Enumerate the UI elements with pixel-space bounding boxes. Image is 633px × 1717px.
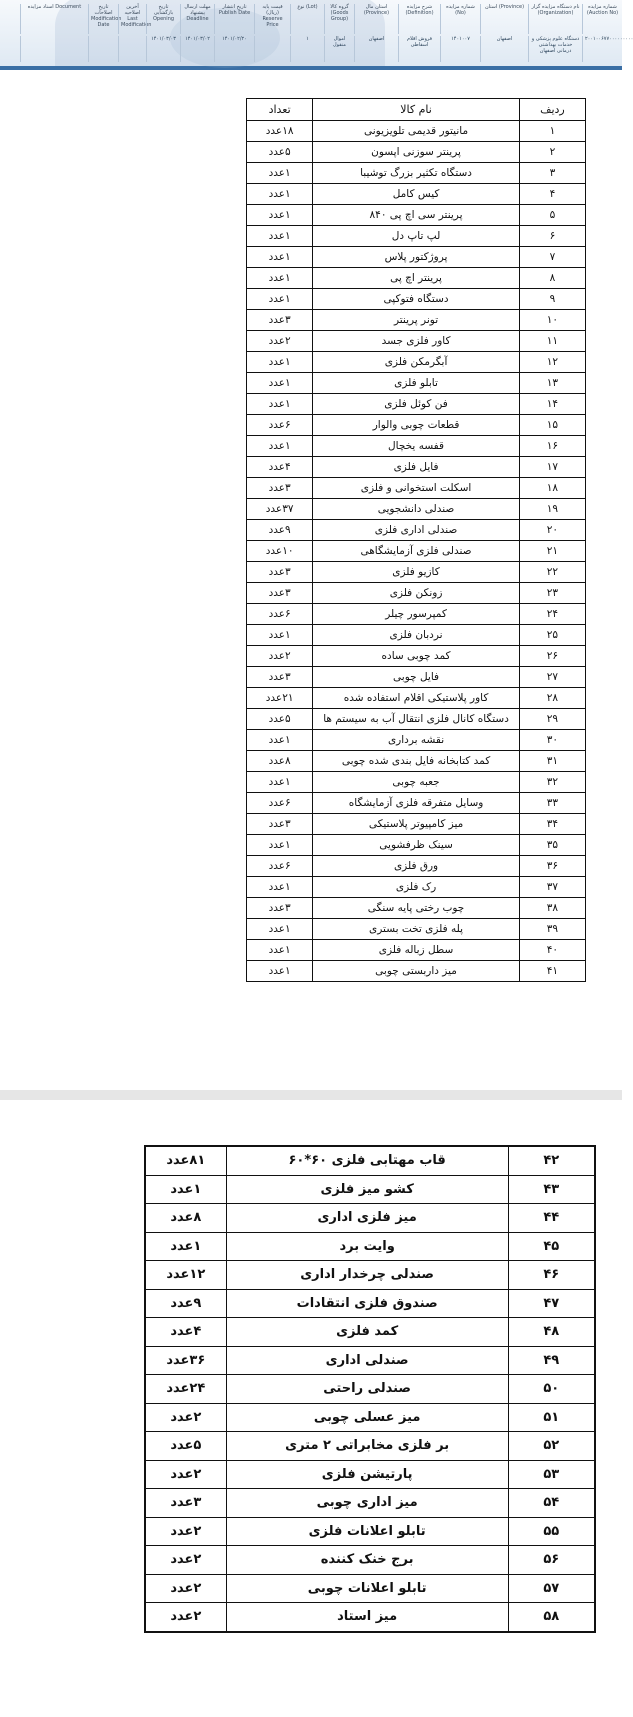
quantity-cell: ۶عدد [247, 856, 313, 877]
header-column-value [20, 36, 88, 62]
header-column-value: ۱ [290, 36, 324, 62]
row-number-cell: ۲ [519, 142, 585, 163]
row-number-cell: ۱۸ [519, 478, 585, 499]
table-row [145, 1403, 595, 1432]
header-column-value: اصفهان [354, 36, 398, 62]
table-row [247, 373, 586, 394]
quantity-cell: ۱عدد [247, 289, 313, 310]
header-column-title: تاریخ انتشار Publish Date [214, 4, 254, 34]
quantity-cell: ۶عدد [247, 793, 313, 814]
row-number-cell: ۴۳ [508, 1175, 595, 1204]
row-number-cell: ۵۵ [508, 1517, 595, 1546]
header-column-values [0, 36, 633, 62]
row-number-cell: ۳۸ [519, 898, 585, 919]
quantity-cell: ۳عدد [247, 478, 313, 499]
row-number-cell: ۱۷ [519, 457, 585, 478]
table-row [145, 1346, 595, 1375]
item-name-cell: پارتیشن فلزی [226, 1460, 508, 1489]
item-name-cell: پرینتر سی اچ پی ۸۴۰ [313, 205, 520, 226]
table-row [247, 394, 586, 415]
item-name-cell: فن کوئل فلزی [313, 394, 520, 415]
row-number-cell: ۴۸ [508, 1318, 595, 1347]
table-row [247, 961, 586, 982]
quantity-cell: ۱عدد [247, 268, 313, 289]
row-number-cell: ۵۴ [508, 1489, 595, 1518]
header-column-title: استان مال (Province) [354, 4, 398, 34]
quantity-cell: ۶عدد [247, 604, 313, 625]
row-number-cell: ۲۱ [519, 541, 585, 562]
table-row [247, 898, 586, 919]
table-row [145, 1574, 595, 1603]
table-row [247, 268, 586, 289]
row-number-cell: ۱ [519, 121, 585, 142]
header-column-value: فروش اقلام اسقاطی [398, 36, 440, 62]
item-name-cell: وسایل متفرقه فلزی آزمایشگاه [313, 793, 520, 814]
item-name-cell: تابلو اعلانات چوبی [226, 1574, 508, 1603]
table-row [145, 1318, 595, 1347]
table-row [247, 688, 586, 709]
quantity-cell: ۶عدد [247, 415, 313, 436]
row-number-cell: ۵۲ [508, 1432, 595, 1461]
header-column-value: ۱۴۰۱/۰۲/۲۰ [214, 36, 254, 62]
quantity-cell: ۱عدد [247, 835, 313, 856]
item-name-cell: دستگاه تکثیر بزرگ توشیبا [313, 163, 520, 184]
quantity-cell: ۳عدد [247, 667, 313, 688]
item-name-cell: کیس کامل [313, 184, 520, 205]
item-name-cell: صندلی اداری [226, 1346, 508, 1375]
header-column-value: ۱۴۰۱/۰۳/۰۲ [180, 36, 214, 62]
header-column-titles [0, 4, 622, 34]
item-name-cell: قاب مهتابی فلزی ۶۰*۶۰ [226, 1146, 508, 1175]
item-name-cell: صندوق فلزی انتقادات [226, 1289, 508, 1318]
item-name-cell: قطعات چوبی والوار [313, 415, 520, 436]
column-header-quantity: تعداد [247, 99, 313, 121]
quantity-cell: ۲عدد [145, 1517, 226, 1546]
row-number-cell: ۲۸ [519, 688, 585, 709]
item-name-cell: کشو میز فلزی [226, 1175, 508, 1204]
row-number-cell: ۱۱ [519, 331, 585, 352]
quantity-cell: ۱عدد [247, 373, 313, 394]
quantity-cell: ۱۸عدد [247, 121, 313, 142]
table-row [247, 856, 586, 877]
quantity-cell: ۵عدد [247, 142, 313, 163]
table-row [247, 751, 586, 772]
item-name-cell: جعبه چوبی [313, 772, 520, 793]
auction-header-strip [0, 0, 633, 70]
table-row [247, 877, 586, 898]
item-name-cell: چوب رختی پایه سنگی [313, 898, 520, 919]
header-column-title: اسناد مزایده Document [20, 4, 88, 34]
table-row [247, 562, 586, 583]
quantity-cell: ۸عدد [247, 751, 313, 772]
row-number-cell: ۵ [519, 205, 585, 226]
quantity-cell: ۱عدد [145, 1175, 226, 1204]
header-column-title: گروه کالا (Goods Group) [324, 4, 354, 34]
table-row [145, 1204, 595, 1233]
header-column-title: تاریخ اصلاحات Modification Date [88, 4, 118, 34]
table-row [247, 667, 586, 688]
row-number-cell: ۳۴ [519, 814, 585, 835]
row-number-cell: ۳۱ [519, 751, 585, 772]
table-row [145, 1146, 595, 1175]
quantity-cell: ۱عدد [247, 961, 313, 982]
table-row [247, 625, 586, 646]
table-row [247, 436, 586, 457]
items-table-2-body [145, 1146, 595, 1632]
item-name-cell: صندلی دانشجویی [313, 499, 520, 520]
item-name-cell: سینک ظرفشویی [313, 835, 520, 856]
item-name-cell: تونر پرینتر [313, 310, 520, 331]
item-name-cell: بر فلزی مخابراتی ۲ متری [226, 1432, 508, 1461]
table-row [145, 1517, 595, 1546]
table-row [247, 331, 586, 352]
table-row [145, 1460, 595, 1489]
row-number-cell: ۵۶ [508, 1546, 595, 1575]
table-row [145, 1375, 595, 1404]
row-number-cell: ۴۷ [508, 1289, 595, 1318]
table-row [247, 814, 586, 835]
quantity-cell: ۱عدد [247, 226, 313, 247]
header-column-value: اصفهان [480, 36, 528, 62]
quantity-cell: ۳عدد [247, 562, 313, 583]
item-name-cell: میز فلزی اداری [226, 1204, 508, 1233]
quantity-cell: ۸۱عدد [145, 1146, 226, 1175]
table-row [145, 1289, 595, 1318]
row-number-cell: ۴۰ [519, 940, 585, 961]
item-name-cell: لپ تاپ دل [313, 226, 520, 247]
header-column-title: آخرین اصلاحیه Last Modification [118, 4, 146, 34]
item-name-cell: نردبان فلزی [313, 625, 520, 646]
header-column-value: ۲۰۰۱۰۰۶۷۷۰۰۰۰۰۰۰۰۰ [582, 36, 622, 62]
row-number-cell: ۱۳ [519, 373, 585, 394]
item-name-cell: صندلی چرخدار اداری [226, 1261, 508, 1290]
table-row [247, 541, 586, 562]
item-name-cell: قفسه یخچال [313, 436, 520, 457]
row-number-cell: ۵۱ [508, 1403, 595, 1432]
item-name-cell: کمپرسور چیلر [313, 604, 520, 625]
header-column-value: ۱۴۰۱/۰۳/۰۳ [146, 36, 180, 62]
table-row [247, 730, 586, 751]
quantity-cell: ۲عدد [145, 1403, 226, 1432]
item-name-cell: کمد چوبی ساده [313, 646, 520, 667]
row-number-cell: ۴ [519, 184, 585, 205]
table-row [247, 646, 586, 667]
table-row [247, 289, 586, 310]
quantity-cell: ۳۶عدد [145, 1346, 226, 1375]
table-row [247, 772, 586, 793]
quantity-cell: ۱عدد [247, 205, 313, 226]
item-name-cell: سطل زباله فلزی [313, 940, 520, 961]
quantity-cell: ۲عدد [145, 1603, 226, 1632]
table-row [247, 499, 586, 520]
quantity-cell: ۱عدد [247, 625, 313, 646]
row-number-cell: ۳۳ [519, 793, 585, 814]
row-number-cell: ۱۰ [519, 310, 585, 331]
item-name-cell: میز داربستی چوبی [313, 961, 520, 982]
header-column-title: شماره مزایده (No) [440, 4, 480, 34]
header-column-title: مهلت ارسال پیشنهاد Deadline [180, 4, 214, 34]
row-number-cell: ۱۶ [519, 436, 585, 457]
row-number-cell: ۴۵ [508, 1232, 595, 1261]
table-row [247, 121, 586, 142]
header-column-title: شرح مزایده (Definition) [398, 4, 440, 34]
item-name-cell: کمد کتابخانه فایل بندی شده چوبی [313, 751, 520, 772]
quantity-cell: ۱عدد [145, 1232, 226, 1261]
row-number-cell: ۵۳ [508, 1460, 595, 1489]
item-name-cell: وایت برد [226, 1232, 508, 1261]
column-header-item-name: نام کالا [313, 99, 520, 121]
item-name-cell: صندلی اداری فلزی [313, 520, 520, 541]
table-row [247, 709, 586, 730]
item-name-cell: ورق فلزی [313, 856, 520, 877]
table-row [145, 1489, 595, 1518]
table-row [247, 142, 586, 163]
quantity-cell: ۲عدد [145, 1574, 226, 1603]
header-column-value: دستگاه علوم پزشکی و خدمات بهداشتی درمانی اصفهان [528, 36, 582, 62]
quantity-cell: ۳عدد [145, 1489, 226, 1518]
table-row [145, 1232, 595, 1261]
row-number-cell: ۱۴ [519, 394, 585, 415]
table-row [247, 583, 586, 604]
header-column-title: نوع (Lot) [290, 4, 324, 34]
table-row [247, 184, 586, 205]
row-number-cell: ۵۸ [508, 1603, 595, 1632]
item-name-cell: میز استاد [226, 1603, 508, 1632]
table-row [247, 205, 586, 226]
header-column-title: شماره مزایده (Auction No) [582, 4, 622, 34]
row-number-cell: ۴۶ [508, 1261, 595, 1290]
item-name-cell: برج خنک کننده [226, 1546, 508, 1575]
item-name-cell: فایل چوبی [313, 667, 520, 688]
quantity-cell: ۱عدد [247, 247, 313, 268]
row-number-cell: ۲۳ [519, 583, 585, 604]
table-row [247, 163, 586, 184]
quantity-cell: ۲عدد [145, 1460, 226, 1489]
table-row [247, 457, 586, 478]
item-name-cell: اسکلت استخوانی و فلزی [313, 478, 520, 499]
table-row [247, 226, 586, 247]
row-number-cell: ۳۲ [519, 772, 585, 793]
row-number-cell: ۴۴ [508, 1204, 595, 1233]
quantity-cell: ۳عدد [247, 583, 313, 604]
table-row [247, 415, 586, 436]
quantity-cell: ۲۴عدد [145, 1375, 226, 1404]
item-name-cell: پرینتر سوزنی اپسون [313, 142, 520, 163]
header-column-value [88, 36, 118, 62]
table-row [247, 835, 586, 856]
item-name-cell: تابلو اعلانات فلزی [226, 1517, 508, 1546]
row-number-cell: ۳۵ [519, 835, 585, 856]
column-header-row-number: ردیف [519, 99, 585, 121]
item-name-cell: مانیتور قدیمی تلویزیونی [313, 121, 520, 142]
row-number-cell: ۵۰ [508, 1375, 595, 1404]
item-name-cell: کاور پلاستیکی اقلام استفاده شده [313, 688, 520, 709]
quantity-cell: ۱عدد [247, 184, 313, 205]
quantity-cell: ۵عدد [247, 709, 313, 730]
row-number-cell: ۱۲ [519, 352, 585, 373]
quantity-cell: ۳عدد [247, 310, 313, 331]
row-number-cell: ۷ [519, 247, 585, 268]
row-number-cell: ۳۰ [519, 730, 585, 751]
items-table-1-body [247, 121, 586, 982]
row-number-cell: ۸ [519, 268, 585, 289]
item-name-cell: کاور فلزی جسد [313, 331, 520, 352]
table-row [145, 1603, 595, 1632]
row-number-cell: ۱۵ [519, 415, 585, 436]
item-name-cell: پرینتر اچ پی [313, 268, 520, 289]
item-name-cell: نقشه برداری [313, 730, 520, 751]
row-number-cell: ۲۲ [519, 562, 585, 583]
item-name-cell: دستگاه کانال فلزی انتقال آب به سیستم ها [313, 709, 520, 730]
header-column-title: قیمت پایه (ریال) Reserve Price [254, 4, 290, 34]
header-column-title: تاریخ بازگشایی Opening [146, 4, 180, 34]
table-row [247, 919, 586, 940]
quantity-cell: ۱عدد [247, 436, 313, 457]
row-number-cell: ۲۰ [519, 520, 585, 541]
quantity-cell: ۹عدد [247, 520, 313, 541]
table-header-row [247, 99, 586, 121]
quantity-cell: ۲۱عدد [247, 688, 313, 709]
quantity-cell: ۱عدد [247, 877, 313, 898]
row-number-cell: ۳ [519, 163, 585, 184]
row-number-cell: ۴۲ [508, 1146, 595, 1175]
item-name-cell: آبگرمکن فلزی [313, 352, 520, 373]
header-column-title: نام دستگاه مزایده گزار (Organization) [528, 4, 582, 34]
quantity-cell: ۳عدد [247, 898, 313, 919]
item-name-cell: میز عسلی چوبی [226, 1403, 508, 1432]
table-row [247, 520, 586, 541]
quantity-cell: ۳عدد [247, 814, 313, 835]
row-number-cell: ۱۹ [519, 499, 585, 520]
row-number-cell: ۳۶ [519, 856, 585, 877]
row-number-cell: ۲۷ [519, 667, 585, 688]
quantity-cell: ۱عدد [247, 352, 313, 373]
quantity-cell: ۴عدد [145, 1318, 226, 1347]
row-number-cell: ۳۷ [519, 877, 585, 898]
row-number-cell: ۲۴ [519, 604, 585, 625]
row-number-cell: ۹ [519, 289, 585, 310]
table-row [247, 793, 586, 814]
quantity-cell: ۱عدد [247, 940, 313, 961]
table-row [247, 478, 586, 499]
row-number-cell: ۴۹ [508, 1346, 595, 1375]
header-column-title: استان (Province) [480, 4, 528, 34]
table-row [145, 1546, 595, 1575]
item-name-cell: فایل فلزی [313, 457, 520, 478]
header-column-value [118, 36, 146, 62]
quantity-cell: ۱۰عدد [247, 541, 313, 562]
item-name-cell: زونکن فلزی [313, 583, 520, 604]
quantity-cell: ۱عدد [247, 772, 313, 793]
quantity-cell: ۸عدد [145, 1204, 226, 1233]
quantity-cell: ۱عدد [247, 394, 313, 415]
quantity-cell: ۳۷عدد [247, 499, 313, 520]
page-separator [0, 1090, 622, 1100]
quantity-cell: ۲عدد [145, 1546, 226, 1575]
item-name-cell: پروژکتور پلاس [313, 247, 520, 268]
row-number-cell: ۲۶ [519, 646, 585, 667]
item-name-cell: رک فلزی [313, 877, 520, 898]
table-row [247, 940, 586, 961]
item-name-cell: میز اداری چوبی [226, 1489, 508, 1518]
item-name-cell: میز کامپیوتر پلاستیکی [313, 814, 520, 835]
header-column-value: ۱۴۰۱۰۰۷ [440, 36, 480, 62]
row-number-cell: ۳۹ [519, 919, 585, 940]
table-row [145, 1175, 595, 1204]
table-row [247, 247, 586, 268]
quantity-cell: ۱عدد [247, 730, 313, 751]
item-name-cell: کازیو فلزی [313, 562, 520, 583]
quantity-cell: ۱۲عدد [145, 1261, 226, 1290]
item-name-cell: صندلی راحتی [226, 1375, 508, 1404]
items-table-2 [144, 1145, 596, 1633]
item-name-cell: پله فلزی تخت بستری [313, 919, 520, 940]
header-column-value [254, 36, 290, 62]
row-number-cell: ۶ [519, 226, 585, 247]
items-table-1 [246, 98, 586, 982]
table-row [247, 310, 586, 331]
header-column-value: اموال منقول [324, 36, 354, 62]
row-number-cell: ۲۹ [519, 709, 585, 730]
table-row [247, 352, 586, 373]
table-row [145, 1432, 595, 1461]
table-row [247, 604, 586, 625]
quantity-cell: ۹عدد [145, 1289, 226, 1318]
row-number-cell: ۴۱ [519, 961, 585, 982]
row-number-cell: ۵۷ [508, 1574, 595, 1603]
row-number-cell: ۲۵ [519, 625, 585, 646]
quantity-cell: ۱عدد [247, 163, 313, 184]
quantity-cell: ۲عدد [247, 646, 313, 667]
quantity-cell: ۱عدد [247, 919, 313, 940]
table-row [145, 1261, 595, 1290]
item-name-cell: کمد فلزی [226, 1318, 508, 1347]
item-name-cell: تابلو فلزی [313, 373, 520, 394]
quantity-cell: ۵عدد [145, 1432, 226, 1461]
item-name-cell: صندلی فلزی آزمایشگاهی [313, 541, 520, 562]
quantity-cell: ۲عدد [247, 331, 313, 352]
quantity-cell: ۴عدد [247, 457, 313, 478]
item-name-cell: دستگاه فتوکپی [313, 289, 520, 310]
